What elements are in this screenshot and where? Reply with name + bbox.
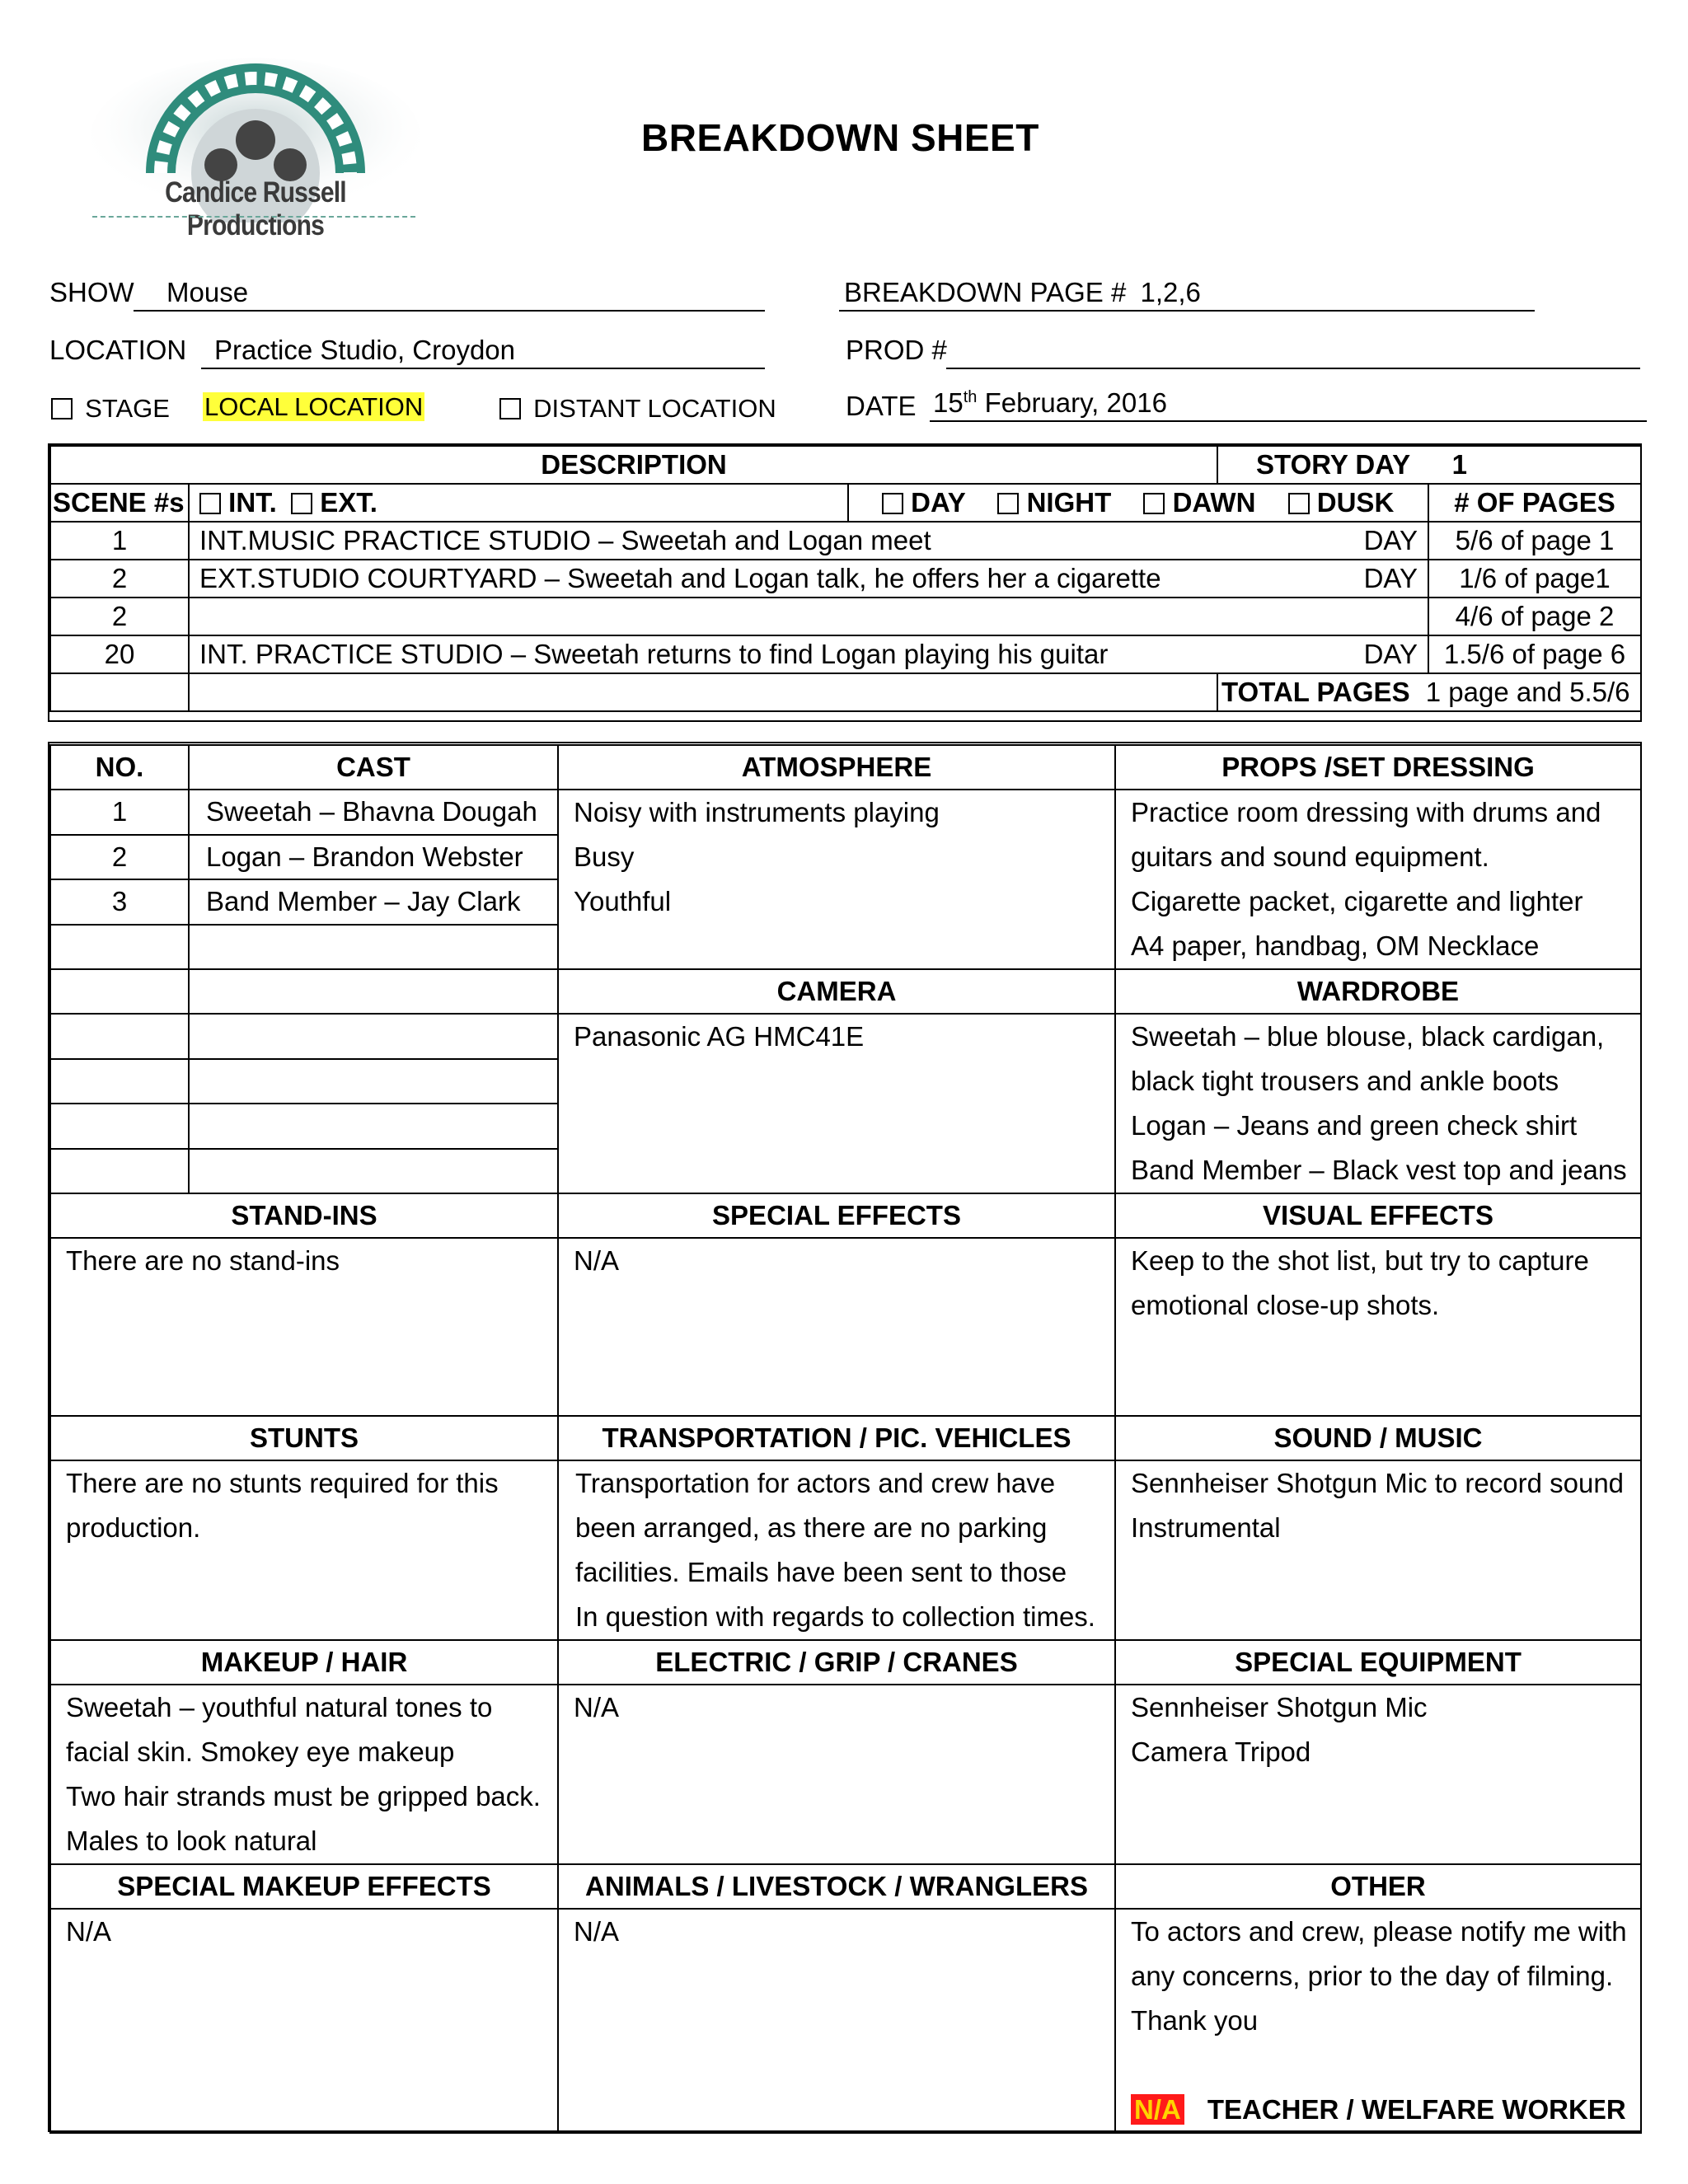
scene-time: DAY: [1363, 563, 1418, 593]
cast-number: 2: [50, 835, 189, 880]
scene-pages: 1.5/6 of page 6: [1428, 635, 1641, 673]
animals-header: ANIMALS / LIVESTOCK / WRANGLERS: [558, 1864, 1115, 1909]
scene-pages: 5/6 of page 1: [1428, 522, 1641, 560]
breakdown-page-value: 1,2,6: [1140, 277, 1201, 307]
date-day: 15: [933, 387, 964, 418]
transport-line: Transportation for actors and crew have: [575, 1468, 1056, 1498]
empty-cell: [50, 673, 189, 711]
scene-description: [189, 560, 1428, 598]
standins-line: There are no stand-ins: [66, 1245, 340, 1276]
cast-name: [189, 1014, 558, 1059]
total-row: [50, 673, 1641, 711]
prod-label: PROD #: [846, 335, 947, 365]
sound-line: Sennheiser Shotgun Mic to record sound: [1131, 1468, 1625, 1498]
visual-effects-header: VISUAL EFFECTS: [1115, 1193, 1641, 1238]
cast-number: [50, 1149, 189, 1194]
scene-number: 2: [50, 598, 189, 635]
cast-number: [50, 1014, 189, 1059]
makeup-line: Two hair strands must be gripped back.: [66, 1781, 541, 1811]
visual-effects-line: Keep to the shot list, but try to capture: [1131, 1245, 1589, 1276]
visual-effects-line: emotional close-up shots.: [1131, 1290, 1440, 1320]
dawn-label: DAWN: [1172, 487, 1256, 518]
logo-divider: [92, 216, 415, 218]
special-equipment-line: Camera Tripod: [1131, 1736, 1311, 1767]
sound-header: SOUND / MUSIC: [1115, 1416, 1641, 1460]
table-row: [50, 522, 1641, 560]
props-cell: [1115, 790, 1641, 969]
scene-pages: 1/6 of page1: [1428, 560, 1641, 598]
animals-cell: [558, 1909, 1115, 2133]
location-value: Practice Studio, Croydon: [214, 335, 516, 365]
cast-name: [189, 969, 558, 1014]
ext-label: EXT.: [320, 487, 377, 518]
teacher-label: TEACHER / WELFARE WORKER: [1207, 2094, 1626, 2125]
stunts-line: production.: [66, 1512, 201, 1543]
wardrobe-header: WARDROBE: [1115, 969, 1641, 1014]
scene-time: DAY: [1363, 525, 1418, 555]
props-line: guitars and sound equipment.: [1131, 841, 1489, 872]
special-equipment-header: SPECIAL EQUIPMENT: [1115, 1640, 1641, 1685]
scene-description: [189, 635, 1428, 673]
breakdown-page-field[interactable]: [839, 277, 1535, 312]
cast-header: CAST: [189, 745, 558, 790]
cast-number: [50, 1059, 189, 1104]
special-makeup-line: N/A: [66, 1916, 112, 1947]
scene-pages: 4/6 of page 2: [1428, 598, 1641, 635]
scene-number: 1: [50, 522, 189, 560]
scene-description-text: INT.MUSIC PRACTICE STUDIO – Sweetah and Logan meet: [199, 525, 931, 555]
show-field[interactable]: [134, 277, 765, 312]
night-label: NIGHT: [1026, 487, 1112, 518]
stage-label: STAGE: [85, 394, 170, 423]
special-effects-line: N/A: [574, 1245, 620, 1276]
sound-line: Instrumental: [1131, 1512, 1281, 1543]
story-day-header: [1217, 446, 1641, 484]
stage-checkbox[interactable]: [51, 398, 73, 419]
atmosphere-line: Youthful: [574, 886, 672, 916]
teacher-row: [1131, 2088, 1637, 2132]
visual-effects-cell: [1115, 1238, 1641, 1416]
standins-header: STAND-INS: [50, 1193, 558, 1238]
ext-checkbox[interactable]: [291, 493, 312, 514]
date-suffix: th: [963, 388, 978, 406]
scene-number: 2: [50, 560, 189, 598]
cast-number: [50, 1104, 189, 1149]
standins-cell: [50, 1238, 558, 1416]
camera-cell: [558, 1014, 1115, 1193]
scene-table: [49, 445, 1642, 712]
table-row: [50, 560, 1641, 598]
camera-header: CAMERA: [558, 969, 1115, 1014]
cast-name: [189, 1059, 558, 1104]
total-pages: [1217, 673, 1641, 711]
breakdown-page-label: BREAKDOWN PAGE #: [844, 277, 1127, 307]
special-effects-header: SPECIAL EFFECTS: [558, 1193, 1115, 1238]
teacher-na-badge: N/A: [1131, 2094, 1184, 2125]
makeup-line: facial skin. Smokey eye makeup: [66, 1736, 455, 1767]
date-rest: February, 2016: [984, 387, 1167, 418]
atmosphere-cell: [558, 790, 1115, 969]
distant-location-label: DISTANT LOCATION: [533, 394, 776, 423]
night-checkbox[interactable]: [997, 493, 1019, 514]
total-pages-value: 1 page and 5.5/6: [1425, 677, 1630, 707]
transport-line: been arranged, as there are no parking: [575, 1512, 1048, 1543]
other-line: To actors and crew, please notify me with: [1131, 1916, 1627, 1947]
scene-time: DAY: [1363, 639, 1418, 669]
no-header: NO.: [50, 745, 189, 790]
atmosphere-header: ATMOSPHERE: [558, 745, 1115, 790]
cast-name: [189, 1104, 558, 1149]
cast-name: [189, 925, 558, 970]
date-label: DATE: [846, 391, 917, 421]
stunts-cell: [50, 1460, 558, 1640]
int-ext-header: [189, 484, 848, 522]
transport-header: TRANSPORTATION / PIC. VEHICLES: [558, 1416, 1115, 1460]
local-location-option[interactable]: [203, 392, 424, 422]
transport-line: In question with regards to collection times.: [575, 1601, 1095, 1632]
camera-line: Panasonic AG HMC41E: [574, 1021, 865, 1052]
sound-cell: [1115, 1460, 1641, 1640]
other-header: OTHER: [1115, 1864, 1641, 1909]
wardrobe-line: Sweetah – blue blouse, black cardigan,: [1131, 1021, 1605, 1052]
show-label: SHOW: [49, 277, 134, 307]
electric-header: ELECTRIC / GRIP / CRANES: [558, 1640, 1115, 1685]
scene-number-header: SCENE #s: [50, 484, 189, 522]
breakdown-grid: [49, 744, 1642, 2134]
electric-cell: [558, 1685, 1115, 1864]
day-checkbox[interactable]: [882, 493, 903, 514]
scene-description-text: EXT.STUDIO COURTYARD – Sweetah and Logan talk, he offers her a cigarette: [199, 563, 1161, 593]
dawn-checkbox[interactable]: [1143, 493, 1165, 514]
other-line: Thank you: [1131, 2005, 1259, 2036]
stage-option[interactable]: [51, 392, 170, 424]
int-checkbox[interactable]: [199, 493, 221, 514]
cast-name: [189, 1149, 558, 1194]
distant-location-option[interactable]: [499, 392, 776, 424]
special-equipment-line: Sennheiser Shotgun Mic: [1131, 1692, 1428, 1722]
cast-name: Band Member – Jay Clark: [189, 879, 558, 925]
cast-number: [50, 969, 189, 1014]
cast-number: 1: [50, 790, 189, 835]
makeup-cell: [50, 1685, 558, 1864]
stunts-header: STUNTS: [50, 1416, 558, 1460]
dusk-checkbox[interactable]: [1288, 493, 1310, 514]
distant-location-checkbox[interactable]: [499, 398, 521, 419]
scene-description-text: INT. PRACTICE STUDIO – Sweetah returns to find Logan playing his guitar: [199, 639, 1109, 669]
spacer-line: [1131, 2043, 1637, 2088]
special-effects-cell: [558, 1238, 1115, 1416]
animals-line: N/A: [574, 1916, 620, 1947]
empty-cell: [189, 673, 1217, 711]
dusk-label: DUSK: [1316, 487, 1395, 518]
props-header: PROPS /SET DRESSING: [1115, 745, 1641, 790]
day-label: DAY: [911, 487, 966, 518]
other-cell: [1115, 1909, 1641, 2133]
special-equipment-cell: [1115, 1685, 1641, 1864]
cast-number: 3: [50, 879, 189, 925]
time-of-day-header: [848, 484, 1428, 522]
cast-name: Logan – Brandon Webster: [189, 835, 558, 880]
prod-field[interactable]: [946, 335, 1640, 369]
wardrobe-line: Logan – Jeans and green check shirt: [1131, 1110, 1578, 1141]
logo-text: Candice Russell Productions: [165, 176, 346, 241]
location-label: LOCATION: [49, 335, 187, 365]
description-header: DESCRIPTION: [50, 446, 1217, 484]
show-value: Mouse: [166, 277, 249, 307]
scene-description: [189, 522, 1428, 560]
table-row: [50, 598, 1641, 635]
int-label: INT.: [228, 487, 277, 518]
scene-number: 20: [50, 635, 189, 673]
props-line: Cigarette packet, cigarette and lighter: [1131, 886, 1583, 916]
wardrobe-line: black tight trousers and ankle boots: [1131, 1066, 1559, 1096]
other-line: any concerns, prior to the day of filming.: [1131, 1961, 1614, 1991]
props-line: A4 paper, handbag, OM Necklace: [1131, 930, 1540, 961]
transport-cell: [558, 1460, 1115, 1640]
makeup-line: Sweetah – youthful natural tones to: [66, 1692, 493, 1722]
total-pages-label: TOTAL PAGES: [1221, 677, 1410, 707]
makeup-line: Males to look natural: [66, 1825, 317, 1856]
pages-header: # OF PAGES: [1428, 484, 1641, 522]
makeup-header: MAKEUP / HAIR: [50, 1640, 558, 1685]
special-makeup-cell: [50, 1909, 558, 2133]
local-location-label: LOCAL LOCATION: [204, 392, 424, 421]
wardrobe-line: Band Member – Black vest top and jeans: [1131, 1155, 1627, 1185]
stunts-line: There are no stunts required for this: [66, 1468, 499, 1498]
wardrobe-cell: [1115, 1014, 1641, 1193]
atmosphere-line: Busy: [574, 841, 635, 872]
scene-description: [189, 598, 1428, 635]
table-row: [50, 635, 1641, 673]
date-field[interactable]: [930, 387, 1647, 422]
transport-line: facilities. Emails have been sent to those: [575, 1557, 1067, 1587]
cast-name: Sweetah – Bhavna Dougah: [189, 790, 558, 835]
atmosphere-line: Noisy with instruments playing: [574, 797, 940, 827]
special-makeup-header: SPECIAL MAKEUP EFFECTS: [50, 1864, 558, 1909]
location-field[interactable]: [201, 335, 765, 369]
cast-number: [50, 925, 189, 970]
story-day-label: STORY DAY: [1256, 449, 1410, 480]
page-title: BREAKDOWN SHEET: [641, 116, 1039, 159]
electric-line: N/A: [574, 1692, 620, 1722]
props-line: Practice room dressing with drums and: [1131, 797, 1601, 827]
story-day-value: 1: [1451, 449, 1468, 480]
